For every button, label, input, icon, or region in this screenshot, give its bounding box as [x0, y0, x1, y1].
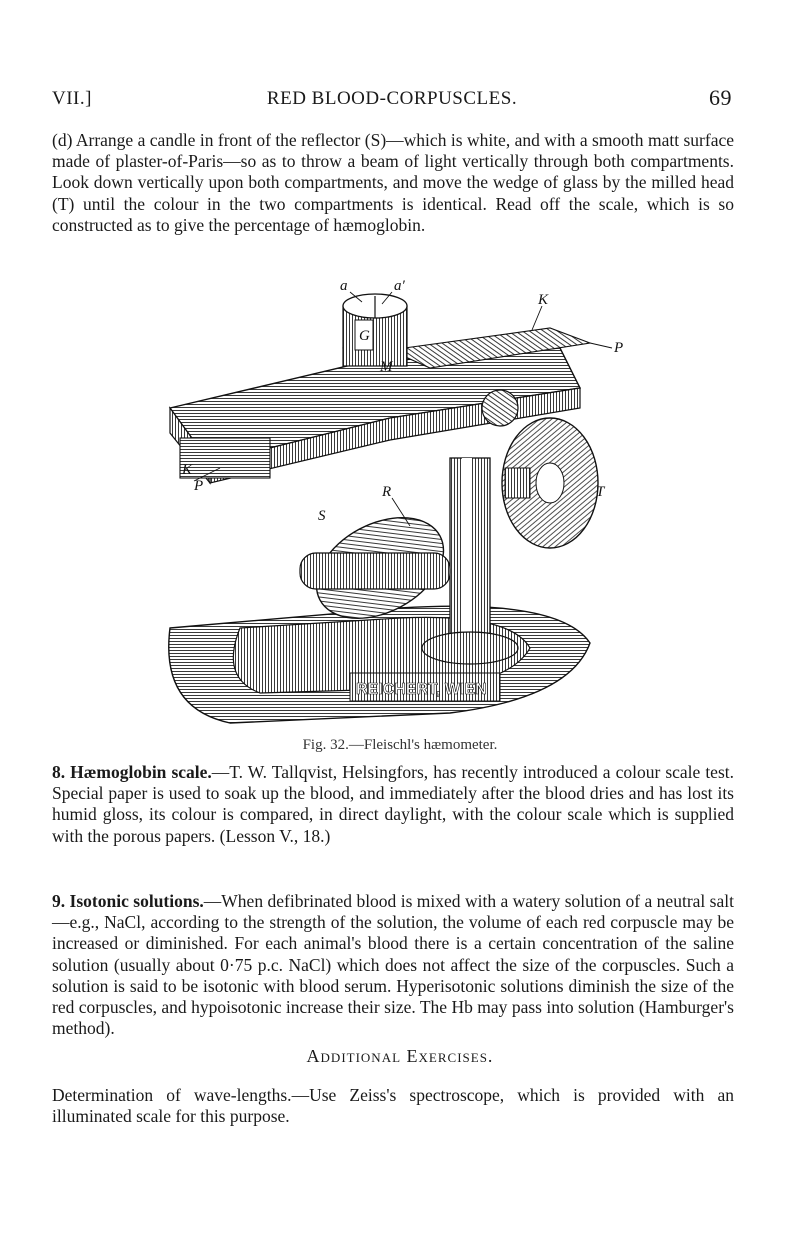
- page-number: 69: [709, 85, 732, 110]
- paragraph-8: [52, 762, 734, 847]
- label-s: S: [318, 508, 326, 524]
- label-p-left: P: [194, 478, 204, 494]
- paragraph-wave-lengths-body: —Use Zeiss's spectroscope, which is provided with an illuminated scale for this purpose.: [52, 1085, 734, 1127]
- chapter-number: VII.]: [52, 88, 92, 109]
- paragraph-d: (d) Arrange a candle in front of the reflector (S)—which is white, and with a smooth matt surface made of plaster-of-Paris—so as to throw a beam of light vertically through both compartments. Look down vertically upon both compartments, and move the wedge of glass by the milled head (T) until the colour in the two compartments is identical. Read off the scale, which is so constructed as to give the percentage of hæmoglobin.: [52, 130, 734, 235]
- paragraph-wave-lengths: [52, 1085, 734, 1127]
- section-heading: Additional Exercises.: [306, 1046, 494, 1066]
- label-k-left: K: [182, 462, 193, 478]
- compartments-vessel: [343, 294, 407, 366]
- paragraph-wave-lengths-lead: Determination of wave-lengths.: [52, 1085, 292, 1105]
- chapter-title: RED BLOOD-CORPUSCLES.: [266, 88, 518, 109]
- label-k-top: K: [538, 292, 549, 308]
- paragraph-9-body: —When defibrinated blood is mixed with a watery solution of a neutral salt—e.g., NaCl, according to the strength of the solution, the volume of each red corpuscle may be increased or diminished. For each animal's blood there is a certain concentration of the saline solution (usually about 0·75 p.c. NaCl) which does not affect the size of the corpuscles. Such a solution is said to be isotonic with blood serum. Hyperisotonic solutions diminish the size of the red corpuscles, and hypoisotonic increase their size. The Hb may pass into solution (Hamburger's method).: [52, 891, 734, 1039]
- label-a-prime: a′: [394, 278, 405, 294]
- paragraph-9-lead: 9. Isotonic solutions.: [52, 891, 204, 911]
- label-g: G: [359, 328, 370, 344]
- figure-caption: Fig. 32.—Fleischl's hæmometer.: [302, 737, 498, 753]
- horseshoe-base: [169, 606, 590, 723]
- paragraph-8-lead: 8. Hæmoglobin scale.: [52, 762, 212, 782]
- label-t: T: [596, 484, 605, 500]
- label-r: R: [382, 484, 392, 500]
- fleischl-haemometer-illustration: [150, 268, 650, 734]
- running-head: [52, 85, 732, 114]
- milled-head-knob: [502, 418, 598, 548]
- paragraph-9: [52, 891, 734, 1039]
- label-p-right: P: [614, 340, 624, 356]
- paragraph-8-body: —T. W. Tallqvist, Helsingfors, has recently introduced a colour scale test. Special paper is used to soak up the blood, and immediately after the blood dries and has lost its humid gloss, its colour is compared, in direct daylight, with the colour scale which is supplied with the porous papers. (Lesson V., 18.): [52, 762, 734, 846]
- label-a: a: [340, 278, 348, 294]
- label-m: M: [380, 359, 393, 375]
- base-inscription: REICHERT, WIEN: [356, 681, 487, 698]
